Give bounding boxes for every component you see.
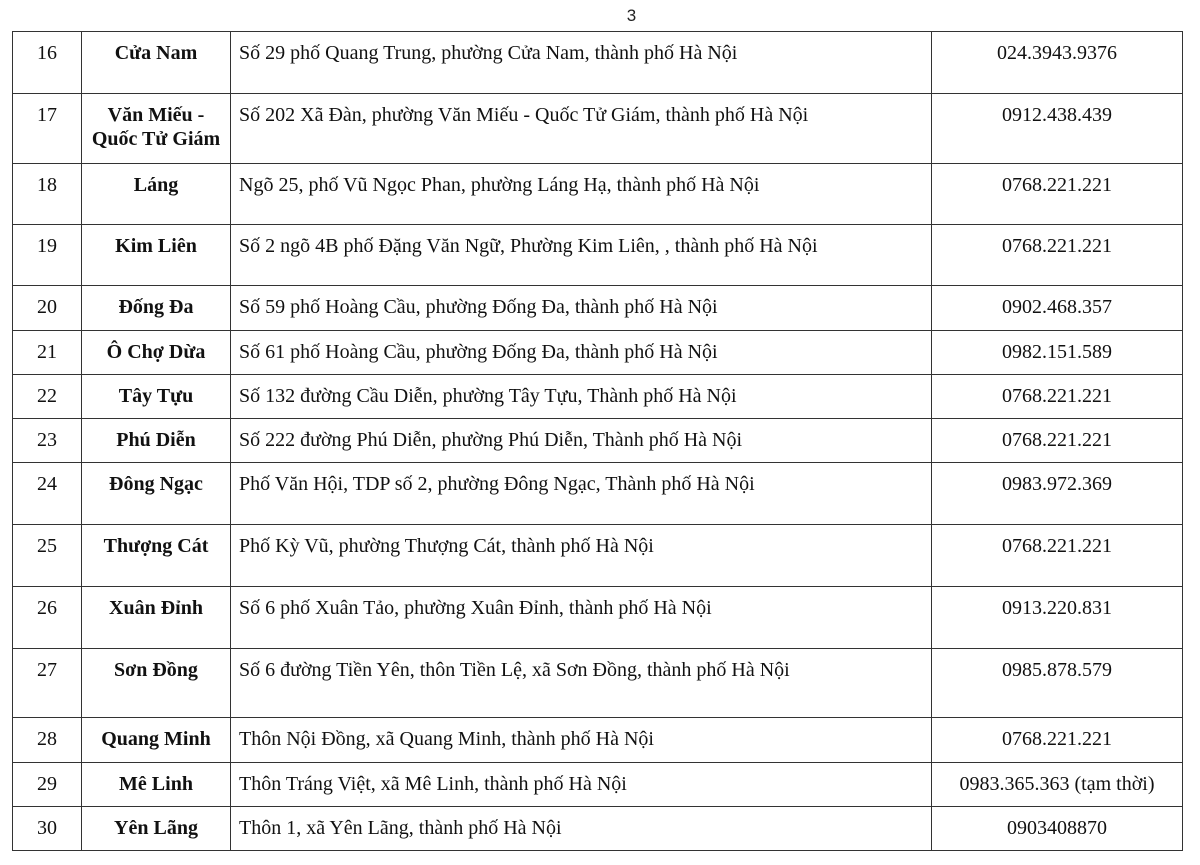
phone-cell bbox=[932, 649, 1183, 718]
row-number-cell bbox=[13, 375, 82, 419]
address: Phố Kỳ Vũ, phường Thượng Cát, thành phố Hà Nội bbox=[239, 535, 654, 557]
row-number-cell bbox=[13, 649, 82, 718]
row-number-cell bbox=[13, 525, 82, 587]
address-cell bbox=[231, 419, 932, 463]
unit-name-cell bbox=[82, 763, 231, 807]
phone-cell bbox=[932, 807, 1183, 851]
address-cell bbox=[231, 525, 932, 587]
phone-number: 0768.221.221 bbox=[1002, 174, 1112, 196]
row-number-cell bbox=[13, 463, 82, 525]
phone-number: 0768.221.221 bbox=[1002, 535, 1112, 557]
phone-number: 0903408870 bbox=[1007, 817, 1107, 839]
row-number: 25 bbox=[37, 535, 57, 557]
phone-number: 0902.468.357 bbox=[1002, 296, 1112, 318]
phone-cell bbox=[932, 225, 1183, 286]
unit-name: Xuân Đỉnh bbox=[109, 597, 203, 619]
unit-name-cell bbox=[82, 164, 231, 225]
unit-name: Yên Lãng bbox=[114, 817, 198, 839]
unit-name-cell bbox=[82, 375, 231, 419]
table-row bbox=[13, 94, 1183, 164]
phone-number: 0768.221.221 bbox=[1002, 235, 1112, 257]
unit-name: Đông Ngạc bbox=[109, 473, 203, 495]
address: Ngõ 25, phố Vũ Ngọc Phan, phường Láng Hạ, thành phố Hà Nội bbox=[239, 174, 760, 196]
row-number: 18 bbox=[37, 174, 57, 196]
unit-name: Sơn Đồng bbox=[114, 659, 198, 681]
table-body bbox=[13, 32, 1183, 851]
phone-number: 0912.438.439 bbox=[1002, 104, 1112, 126]
address-cell bbox=[231, 225, 932, 286]
address: Thôn Nội Đồng, xã Quang Minh, thành phố Hà Nội bbox=[239, 728, 654, 750]
unit-name-cell bbox=[82, 807, 231, 851]
unit-name-cell bbox=[82, 225, 231, 286]
table-row bbox=[13, 164, 1183, 225]
address: Số 61 phố Hoàng Cầu, phường Đống Đa, thành phố Hà Nội bbox=[239, 341, 718, 363]
phone-number: 0983.365.363 (tạm thời) bbox=[959, 773, 1155, 795]
table-row bbox=[13, 587, 1183, 649]
table-row bbox=[13, 419, 1183, 463]
table-row bbox=[13, 525, 1183, 587]
table-row bbox=[13, 225, 1183, 286]
row-number-cell bbox=[13, 718, 82, 763]
phone-cell bbox=[932, 718, 1183, 763]
row-number-cell bbox=[13, 763, 82, 807]
address-cell bbox=[231, 286, 932, 331]
phone-cell bbox=[932, 164, 1183, 225]
row-number: 22 bbox=[37, 385, 57, 407]
address: Số 222 đường Phú Diễn, phường Phú Diễn, Thành phố Hà Nội bbox=[239, 429, 743, 451]
row-number: 21 bbox=[37, 341, 57, 363]
unit-name-cell bbox=[82, 587, 231, 649]
address: Số 2 ngõ 4B phố Đặng Văn Ngữ, Phường Kim Liên, , thành phố Hà Nội bbox=[239, 235, 818, 257]
row-number: 28 bbox=[37, 728, 57, 750]
table-row bbox=[13, 286, 1183, 331]
address-cell bbox=[231, 331, 932, 375]
unit-name-cell bbox=[82, 286, 231, 331]
address: Số 6 đường Tiền Yên, thôn Tiền Lệ, xã Sơn Đồng, thành phố Hà Nội bbox=[239, 659, 790, 681]
phone-number: 0768.221.221 bbox=[1002, 728, 1112, 750]
table-row bbox=[13, 331, 1183, 375]
row-number: 19 bbox=[37, 235, 57, 257]
table-row bbox=[13, 807, 1183, 851]
unit-name-cell bbox=[82, 331, 231, 375]
row-number-cell bbox=[13, 807, 82, 851]
row-number-cell bbox=[13, 164, 82, 225]
address-cell bbox=[231, 32, 932, 94]
address: Thôn Tráng Việt, xã Mê Linh, thành phố Hà Nội bbox=[239, 773, 627, 795]
unit-name-cell bbox=[82, 649, 231, 718]
table-row bbox=[13, 375, 1183, 419]
unit-name: Ô Chợ Dừa bbox=[106, 341, 206, 363]
phone-number: 0913.220.831 bbox=[1002, 597, 1112, 619]
address-cell bbox=[231, 649, 932, 718]
address: Số 202 Xã Đàn, phường Văn Miếu - Quốc Tử Giám, thành phố Hà Nội bbox=[239, 104, 809, 126]
row-number-cell bbox=[13, 331, 82, 375]
row-number: 23 bbox=[37, 429, 57, 451]
table-row bbox=[13, 463, 1183, 525]
row-number-cell bbox=[13, 286, 82, 331]
row-number-cell bbox=[13, 419, 82, 463]
table-row bbox=[13, 718, 1183, 763]
phone-cell bbox=[932, 525, 1183, 587]
address-cell bbox=[231, 463, 932, 525]
phone-cell bbox=[932, 32, 1183, 94]
table-row bbox=[13, 763, 1183, 807]
phone-cell bbox=[932, 419, 1183, 463]
address: Thôn 1, xã Yên Lãng, thành phố Hà Nội bbox=[239, 817, 562, 839]
unit-name-cell bbox=[82, 718, 231, 763]
phone-number: 0768.221.221 bbox=[1002, 385, 1112, 407]
address: Số 132 đường Cầu Diễn, phường Tây Tựu, Thành phố Hà Nội bbox=[239, 385, 737, 407]
directory-table bbox=[12, 31, 1183, 851]
phone-number: 0768.221.221 bbox=[1002, 429, 1112, 451]
row-number-cell bbox=[13, 587, 82, 649]
unit-name-cell bbox=[82, 419, 231, 463]
unit-name: Mê Linh bbox=[119, 773, 193, 795]
row-number: 24 bbox=[37, 473, 57, 495]
unit-name-cell bbox=[82, 463, 231, 525]
row-number: 16 bbox=[37, 42, 57, 64]
address-cell bbox=[231, 807, 932, 851]
phone-cell bbox=[932, 94, 1183, 164]
address: Số 59 phố Hoàng Cầu, phường Đống Đa, thành phố Hà Nội bbox=[239, 296, 718, 318]
row-number: 30 bbox=[37, 817, 57, 839]
address: Số 29 phố Quang Trung, phường Cửa Nam, thành phố Hà Nội bbox=[239, 42, 738, 64]
phone-cell bbox=[932, 331, 1183, 375]
address-cell bbox=[231, 94, 932, 164]
phone-number: 0982.151.589 bbox=[1002, 341, 1112, 363]
row-number: 29 bbox=[37, 773, 57, 795]
page-number: 3 bbox=[626, 6, 637, 25]
address-cell bbox=[231, 587, 932, 649]
row-number-cell bbox=[13, 225, 82, 286]
phone-cell bbox=[932, 286, 1183, 331]
row-number: 17 bbox=[37, 104, 57, 126]
phone-number: 0983.972.369 bbox=[1002, 473, 1112, 495]
unit-name: Kim Liên bbox=[115, 235, 197, 257]
unit-name-cell bbox=[82, 32, 231, 94]
address-cell bbox=[231, 718, 932, 763]
row-number: 26 bbox=[37, 597, 57, 619]
row-number: 20 bbox=[37, 296, 57, 318]
unit-name: Đống Đa bbox=[118, 296, 194, 318]
unit-name-cell bbox=[82, 525, 231, 587]
unit-name: Văn Miếu - Quốc Tử Giám bbox=[91, 104, 221, 150]
row-number-cell bbox=[13, 94, 82, 164]
phone-number: 0985.878.579 bbox=[1002, 659, 1112, 681]
address: Phố Văn Hội, TDP số 2, phường Đông Ngạc, Thành phố Hà Nội bbox=[239, 473, 755, 495]
unit-name: Phú Diễn bbox=[116, 429, 196, 451]
phone-cell bbox=[932, 463, 1183, 525]
phone-number: 024.3943.9376 bbox=[997, 42, 1117, 64]
unit-name: Quang Minh bbox=[101, 728, 211, 750]
address: Số 6 phố Xuân Tảo, phường Xuân Đỉnh, thành phố Hà Nội bbox=[239, 597, 712, 619]
phone-cell bbox=[932, 763, 1183, 807]
phone-cell bbox=[932, 375, 1183, 419]
unit-name: Tây Tựu bbox=[118, 385, 194, 407]
unit-name: Láng bbox=[133, 174, 179, 196]
address-cell bbox=[231, 763, 932, 807]
address-cell bbox=[231, 164, 932, 225]
phone-cell bbox=[932, 587, 1183, 649]
table-row bbox=[13, 649, 1183, 718]
row-number-cell bbox=[13, 32, 82, 94]
address-cell bbox=[231, 375, 932, 419]
unit-name-cell bbox=[82, 94, 231, 164]
unit-name: Thượng Cát bbox=[103, 535, 209, 557]
row-number: 27 bbox=[37, 659, 57, 681]
table-row bbox=[13, 32, 1183, 94]
unit-name: Cửa Nam bbox=[114, 42, 198, 64]
